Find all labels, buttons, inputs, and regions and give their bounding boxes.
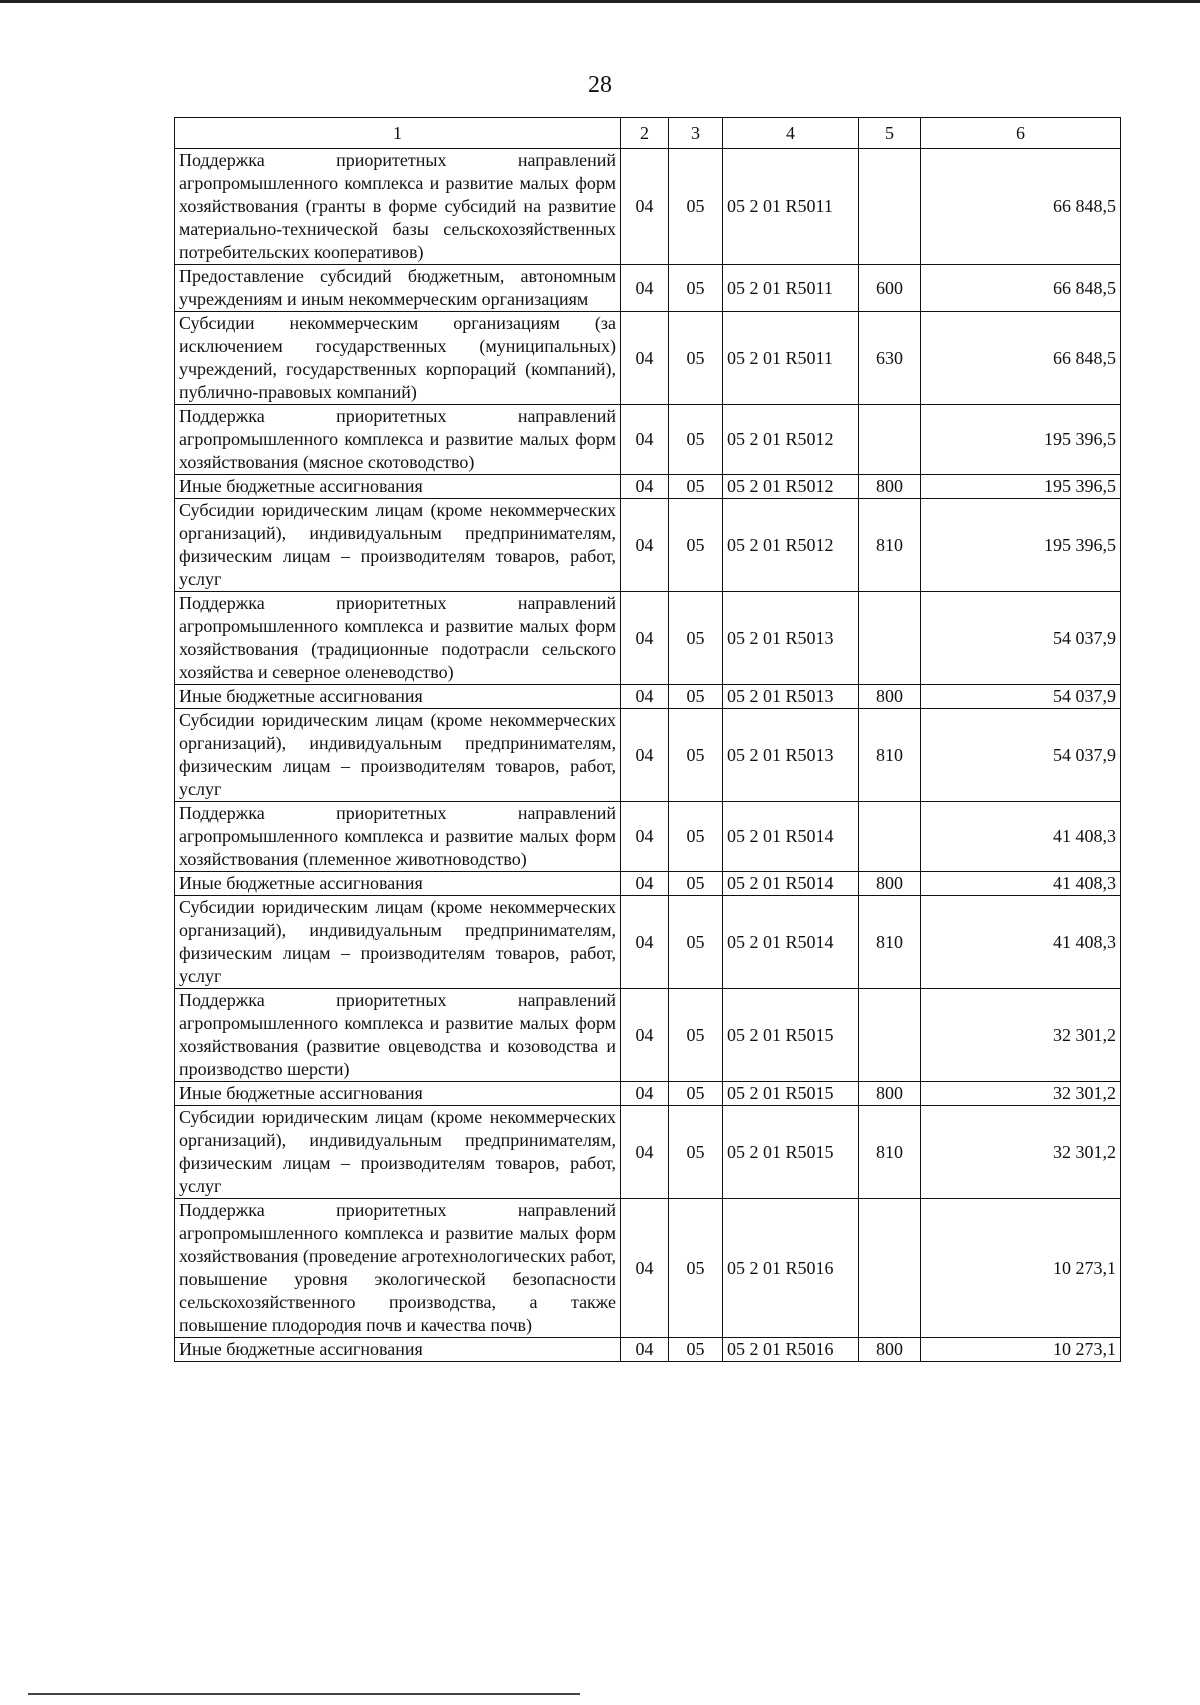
row-target-article: 05 2 01 R5011 (723, 265, 859, 312)
column-header-expense-type: 5 (859, 118, 921, 149)
row-amount: 41 408,3 (921, 802, 1121, 872)
row-name: Субсидии юридическим лицам (кроме некоммерческих организаций), индивидуальным предпринимателям, физическим лицам – производителям товаров, работ, услуг (175, 499, 621, 592)
row-amount: 54 037,9 (921, 685, 1121, 709)
row-section: 04 (621, 265, 669, 312)
row-amount: 195 396,5 (921, 499, 1121, 592)
table-row (175, 405, 1121, 475)
row-amount: 41 408,3 (921, 872, 1121, 896)
row-name: Поддержка приоритетных направлений агропромышленного комплекса и развитие малых форм хозяйствования (племенное животноводство) (175, 802, 621, 872)
row-name: Предоставление субсидий бюджетным, автономным учреждениям и иным некоммерческим организациям (175, 265, 621, 312)
row-subsection: 05 (669, 896, 723, 989)
row-amount: 54 037,9 (921, 592, 1121, 685)
row-name: Поддержка приоритетных направлений агропромышленного комплекса и развитие малых форм хозяйствования (традиционные подотрасли сельского хозяйства и северное оленеводство) (175, 592, 621, 685)
row-subsection: 05 (669, 499, 723, 592)
table-row (175, 1338, 1121, 1362)
row-name: Поддержка приоритетных направлений агропромышленного комплекса и развитие малых форм хозяйствования (проведение агротехнологических работ, повышение уровня экологической безопасности сельскохозяйственного производства, а также повышение плодородия почв и качества почв) (175, 1199, 621, 1338)
row-section: 04 (621, 989, 669, 1082)
row-section: 04 (621, 685, 669, 709)
table-row (175, 1199, 1121, 1338)
row-name: Поддержка приоритетных направлений агропромышленного комплекса и развитие малых форм хозяйствования (развитие овцеводства и козоводства и производство шерсти) (175, 989, 621, 1082)
row-target-article: 05 2 01 R5013 (723, 592, 859, 685)
row-subsection: 05 (669, 405, 723, 475)
row-name: Субсидии некоммерческим организациям (за исключением государственных (муниципальных) учреждений, государственных корпораций (компаний), публично-правовых компаний) (175, 312, 621, 405)
row-subsection: 05 (669, 1106, 723, 1199)
table-row (175, 592, 1121, 685)
row-expense-type (859, 405, 921, 475)
row-target-article: 05 2 01 R5013 (723, 709, 859, 802)
table-row (175, 312, 1121, 405)
table-row (175, 265, 1121, 312)
row-subsection: 05 (669, 802, 723, 872)
row-subsection: 05 (669, 592, 723, 685)
table-row (175, 499, 1121, 592)
table-row (175, 475, 1121, 499)
row-section: 04 (621, 312, 669, 405)
row-expense-type: 800 (859, 475, 921, 499)
row-target-article: 05 2 01 R5013 (723, 685, 859, 709)
row-expense-type (859, 989, 921, 1082)
row-expense-type: 800 (859, 872, 921, 896)
row-expense-type: 810 (859, 1106, 921, 1199)
row-expense-type: 800 (859, 685, 921, 709)
column-header-amount: 6 (921, 118, 1121, 149)
top-scan-border (0, 0, 1200, 3)
row-amount: 66 848,5 (921, 265, 1121, 312)
row-target-article: 05 2 01 R5015 (723, 1106, 859, 1199)
column-header-section: 2 (621, 118, 669, 149)
row-name: Иные бюджетные ассигнования (175, 1082, 621, 1106)
row-name: Субсидии юридическим лицам (кроме некоммерческих организаций), индивидуальным предпринимателям, физическим лицам – производителям товаров, работ, услуг (175, 1106, 621, 1199)
row-amount: 41 408,3 (921, 896, 1121, 989)
row-subsection: 05 (669, 265, 723, 312)
budget-allocation-table (174, 117, 1121, 1362)
column-header-target-article: 4 (723, 118, 859, 149)
row-expense-type (859, 802, 921, 872)
row-amount: 66 848,5 (921, 312, 1121, 405)
row-target-article: 05 2 01 R5012 (723, 405, 859, 475)
row-section: 04 (621, 149, 669, 265)
row-section: 04 (621, 896, 669, 989)
row-name: Иные бюджетные ассигнования (175, 1338, 621, 1362)
table-row (175, 872, 1121, 896)
table-header-row (175, 118, 1121, 149)
row-name: Иные бюджетные ассигнования (175, 685, 621, 709)
table-row (175, 709, 1121, 802)
row-expense-type: 810 (859, 499, 921, 592)
row-section: 04 (621, 592, 669, 685)
bottom-scan-border (28, 1693, 580, 1695)
row-name: Субсидии юридическим лицам (кроме некоммерческих организаций), индивидуальным предпринимателям, физическим лицам – производителям товаров, работ, услуг (175, 709, 621, 802)
row-section: 04 (621, 405, 669, 475)
column-header-name: 1 (175, 118, 621, 149)
column-header-subsection: 3 (669, 118, 723, 149)
row-section: 04 (621, 1199, 669, 1338)
table-row (175, 896, 1121, 989)
row-target-article: 05 2 01 R5014 (723, 896, 859, 989)
table-row (175, 802, 1121, 872)
table-row (175, 149, 1121, 265)
table-row (175, 685, 1121, 709)
row-section: 04 (621, 872, 669, 896)
row-amount: 66 848,5 (921, 149, 1121, 265)
row-subsection: 05 (669, 989, 723, 1082)
row-target-article: 05 2 01 R5015 (723, 989, 859, 1082)
row-target-article: 05 2 01 R5014 (723, 802, 859, 872)
row-expense-type: 810 (859, 896, 921, 989)
row-amount: 32 301,2 (921, 1106, 1121, 1199)
row-expense-type (859, 1199, 921, 1338)
row-subsection: 05 (669, 1082, 723, 1106)
row-amount: 54 037,9 (921, 709, 1121, 802)
row-name: Иные бюджетные ассигнования (175, 475, 621, 499)
row-expense-type: 800 (859, 1082, 921, 1106)
row-subsection: 05 (669, 1199, 723, 1338)
row-subsection: 05 (669, 685, 723, 709)
table-row (175, 989, 1121, 1082)
table-row (175, 1082, 1121, 1106)
row-section: 04 (621, 475, 669, 499)
row-amount: 195 396,5 (921, 405, 1121, 475)
row-expense-type: 600 (859, 265, 921, 312)
row-amount: 32 301,2 (921, 1082, 1121, 1106)
row-subsection: 05 (669, 709, 723, 802)
table-row (175, 1106, 1121, 1199)
row-section: 04 (621, 709, 669, 802)
row-target-article: 05 2 01 R5016 (723, 1338, 859, 1362)
row-section: 04 (621, 499, 669, 592)
row-target-article: 05 2 01 R5011 (723, 312, 859, 405)
row-amount: 10 273,1 (921, 1338, 1121, 1362)
row-amount: 10 273,1 (921, 1199, 1121, 1338)
row-target-article: 05 2 01 R5015 (723, 1082, 859, 1106)
row-expense-type: 630 (859, 312, 921, 405)
row-target-article: 05 2 01 R5016 (723, 1199, 859, 1338)
row-section: 04 (621, 802, 669, 872)
row-expense-type: 810 (859, 709, 921, 802)
row-section: 04 (621, 1338, 669, 1362)
row-name: Поддержка приоритетных направлений агропромышленного комплекса и развитие малых форм хозяйствования (мясное скотоводство) (175, 405, 621, 475)
row-name: Иные бюджетные ассигнования (175, 872, 621, 896)
row-subsection: 05 (669, 1338, 723, 1362)
row-target-article: 05 2 01 R5011 (723, 149, 859, 265)
row-amount: 32 301,2 (921, 989, 1121, 1082)
row-section: 04 (621, 1082, 669, 1106)
row-subsection: 05 (669, 149, 723, 265)
row-expense-type (859, 592, 921, 685)
row-section: 04 (621, 1106, 669, 1199)
row-expense-type: 800 (859, 1338, 921, 1362)
row-subsection: 05 (669, 872, 723, 896)
row-name: Субсидии юридическим лицам (кроме некоммерческих организаций), индивидуальным предпринимателям, физическим лицам – производителям товаров, работ, услуг (175, 896, 621, 989)
row-target-article: 05 2 01 R5014 (723, 872, 859, 896)
row-target-article: 05 2 01 R5012 (723, 499, 859, 592)
row-amount: 195 396,5 (921, 475, 1121, 499)
row-target-article: 05 2 01 R5012 (723, 475, 859, 499)
page-number: 28 (588, 72, 612, 98)
row-name: Поддержка приоритетных направлений агропромышленного комплекса и развитие малых форм хозяйствования (гранты в форме субсидий на развитие материально-технической базы сельскохозяйственных потребительских кооперативов) (175, 149, 621, 265)
row-expense-type (859, 149, 921, 265)
row-subsection: 05 (669, 312, 723, 405)
row-subsection: 05 (669, 475, 723, 499)
